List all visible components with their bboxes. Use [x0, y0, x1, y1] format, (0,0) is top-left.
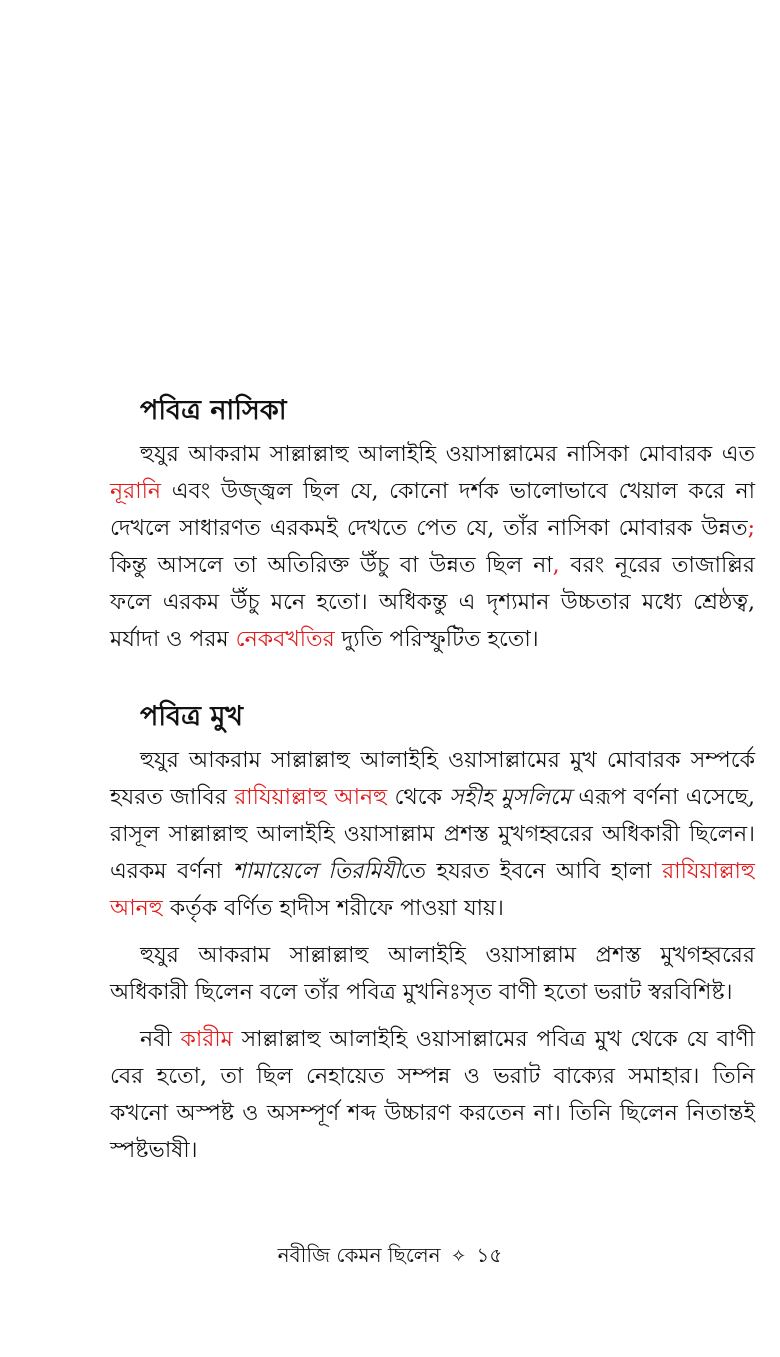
page-footer [0, 1240, 780, 1272]
paragraph [110, 436, 755, 658]
paragraph: হুযুর আকরাম সাল্লাল্লাহু আলাইহি ওয়াসাল্লাম প্রশস্ত মুখগহ্বরের অধিকারী ছিলেন বলে তাঁর পবিত্র মুখনিঃসৃত বাণী হতো ভরাট স্বরবিশিষ্ট। [110, 943, 755, 1005]
text-run: কর্তৃক বর্ণিত হাদীস শরীফে পাওয়া যায়। [162, 896, 504, 921]
text-run: দ্যুতি পরিস্ফুটিত হতো। [334, 627, 539, 652]
star-separator-icon: ✧ [450, 1246, 467, 1267]
text-run: কিন্তু আসলে তা অতিরিক্ত উঁচু বা উন্নত ছিল না [110, 553, 553, 578]
text-run: এরূপ বর্ণনা এসেছে, রাসূল সাল্লাল্লাহু আলাইহি ওয়াসাল্লাম প্রশস্ত মুখগহ্বরের অধিকারী ছিলেন। এরকম বর্ণনা [110, 785, 756, 884]
highlight-punctuation: ; [747, 516, 755, 541]
text-run: নবী [140, 1027, 181, 1052]
paragraph [110, 1021, 755, 1169]
italic-source: সহীহ মুসলিমে [449, 785, 572, 810]
text-run: তে হযরত ইবনে আবি হালা [400, 859, 663, 884]
text-run: সাল্লাল্লাহু আলাইহি ওয়াসাল্লামের পবিত্র মুখ থেকে যে বাণী বের হতো, তা ছিল নেহায়েত সম্পন্ন ও ভরাট বাক্যের সমাহার। তিনি কখনো অস্পষ্ট ও অসম্পূর্ণ শব্দ উচ্চারণ করতেন না। তিনি ছিলেন নিতান্তই স্পষ্টভাষী। [110, 1027, 755, 1163]
section-mouth [110, 698, 755, 1169]
section-nose [110, 392, 755, 658]
book-title: নবীজি কেমন ছিলেন [277, 1243, 441, 1267]
text-run: এবং উজ্জ্বল ছিল যে, কোনো দর্শক ভালোভাবে খেয়াল করে না দেখলে সাধারণত এরকমই দেখতে পেত যে, তাঁর নাসিকা মোবারক উন্নত [110, 479, 755, 541]
highlight-term: রাযিয়াল্লাহু আনহু [234, 785, 388, 810]
highlight-term: নেকবখতির [235, 627, 335, 652]
page-content [110, 392, 755, 1169]
text-run: বরং নূরের তাজাল্লির ফলে এরকম উঁচু মনে হতো। অধিকন্তু এ দৃশ্যমান উচ্চতার মধ্যে শ্রেষ্ঠত্ব, মর্যাদা ও পরম [110, 553, 755, 652]
paragraph [110, 742, 755, 927]
highlight-term: রাযিয়াল্লাহু আনহু [110, 859, 755, 921]
section-heading: পবিত্র মুখ [140, 701, 244, 732]
highlight-punctuation: , [552, 553, 560, 578]
text-run: হুযুর আকরাম সাল্লাল্লাহু আলাইহি ওয়াসাল্লামের মুখ মোবারক সম্পর্কে হযরত জাবির [110, 748, 755, 810]
highlight-term: কারীম [180, 1027, 233, 1052]
page-number: ১৫ [476, 1243, 503, 1267]
section-heading: পবিত্র নাসিকা [140, 395, 287, 426]
text-run: হুযুর আকরাম সাল্লাল্লাহু আলাইহি ওয়াসাল্লামের নাসিকা মোবারক এত [140, 442, 755, 467]
italic-source: শামায়েলে তিরমিযী [232, 859, 401, 884]
text-run: থেকে [387, 785, 450, 810]
highlight-term: নূরানি [110, 479, 162, 504]
